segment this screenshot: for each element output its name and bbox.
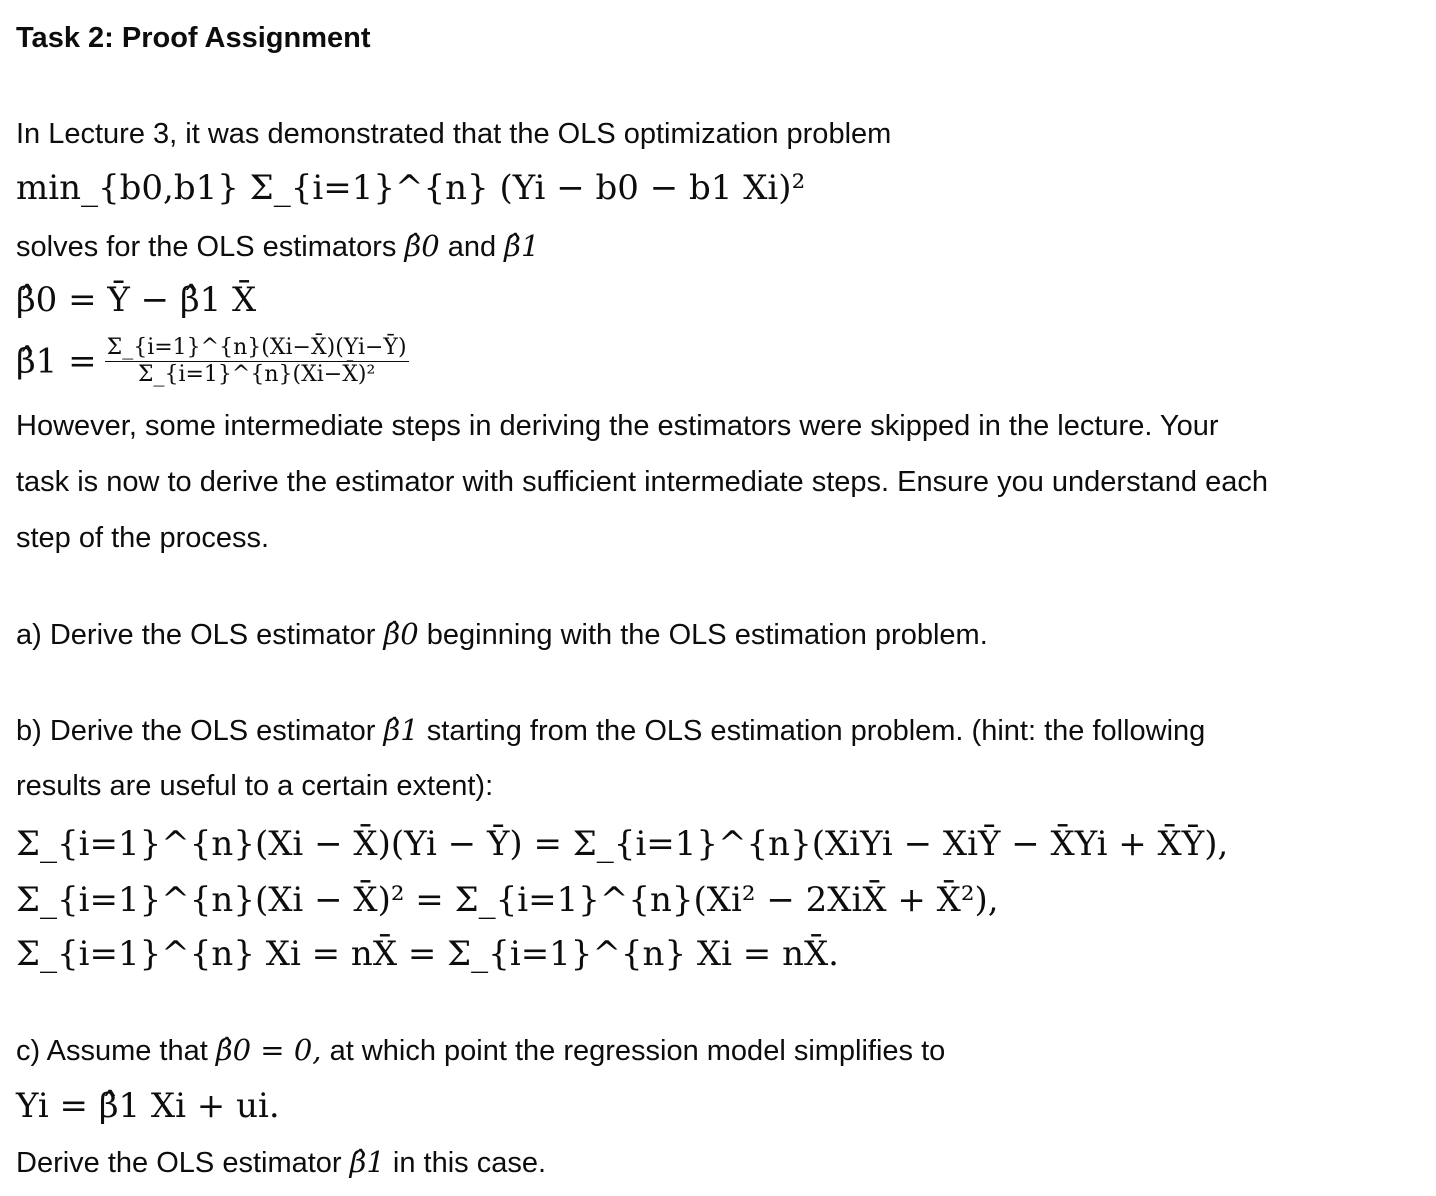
- beta1-formula-lhs: β̂1 =: [16, 341, 97, 382]
- beta1-denominator: Σ_{i=1}^{n}(Xi−X̄)²: [137, 361, 376, 387]
- part-c-condition: β̂0 = 0,: [215, 1033, 322, 1067]
- part-a-suffix: beginning with the OLS estimation problem.: [426, 619, 988, 651]
- beta1-numerator: Σ_{i=1}^{n}(Xi−X̄)(Yi−Ȳ): [106, 334, 407, 360]
- part-c-prefix: c) Assume that: [16, 1035, 208, 1067]
- beta1-formula: [16, 330, 409, 392]
- part-c-suffix: at which point the regression model simplifies to: [329, 1035, 946, 1067]
- para1-line2: task is now to derive the estimator with sufficient intermediate steps. Ensure you understand each: [16, 466, 1268, 498]
- part-b-prefix: b) Derive the OLS estimator: [16, 715, 376, 747]
- part-c-final: [16, 1142, 546, 1183]
- part-a-prefix: a) Derive the OLS estimator: [16, 619, 376, 651]
- and-text: and: [447, 231, 497, 263]
- part-a: [16, 614, 988, 655]
- hint-1: Σ_{i=1}^{n}(Xi − X̄)(Yi − Ȳ) = Σ_{i=1}^{n}(XiYi − XiȲ − X̄Yi + X̄Ȳ),: [16, 824, 1229, 864]
- part-b-line2: results are useful to a certain extent):: [16, 770, 494, 802]
- ols-objective: min_{b0,b1} Σ_{i=1}^{n} (Yi − b0 − b1 Xi)²: [16, 168, 806, 208]
- beta1-symbol: β̂1: [504, 229, 540, 263]
- intro-line: In Lecture 3, it was demonstrated that the OLS optimization problem: [16, 118, 892, 150]
- part-c-final-symbol: β̂1: [349, 1145, 385, 1179]
- estimators-text: solves for the OLS estimators: [16, 231, 397, 263]
- part-a-symbol: β̂0: [383, 617, 419, 651]
- hint-2: Σ_{i=1}^{n}(Xi − X̄)² = Σ_{i=1}^{n}(Xi² − 2XiX̄ + X̄²),: [16, 880, 999, 920]
- part-c-final-prefix: Derive the OLS estimator: [16, 1147, 342, 1179]
- para1-line3: step of the process.: [16, 522, 270, 554]
- part-b-line1: [16, 710, 1205, 751]
- part-c-model: Yi = β̂1 Xi + ui.: [16, 1086, 280, 1126]
- beta1-fraction: [105, 336, 409, 387]
- part-b-suffix: starting from the OLS estimation problem. (hint: the following: [426, 715, 1206, 747]
- intro-estimators-line: [16, 226, 539, 267]
- beta0-formula: β̂0 = Ȳ − β̂1 X̄: [16, 280, 257, 320]
- task-title: Task 2: Proof Assignment: [16, 22, 371, 54]
- part-c-final-suffix: in this case.: [392, 1147, 547, 1179]
- hint-3: Σ_{i=1}^{n} Xi = nX̄ = Σ_{i=1}^{n} Xi = nX̄.: [16, 934, 839, 974]
- part-c-line1: [16, 1030, 945, 1071]
- beta0-symbol: β̂0: [404, 229, 440, 263]
- para1-line1: However, some intermediate steps in deriving the estimators were skipped in the lecture. Your: [16, 410, 1219, 442]
- part-b-symbol: β̂1: [383, 713, 419, 747]
